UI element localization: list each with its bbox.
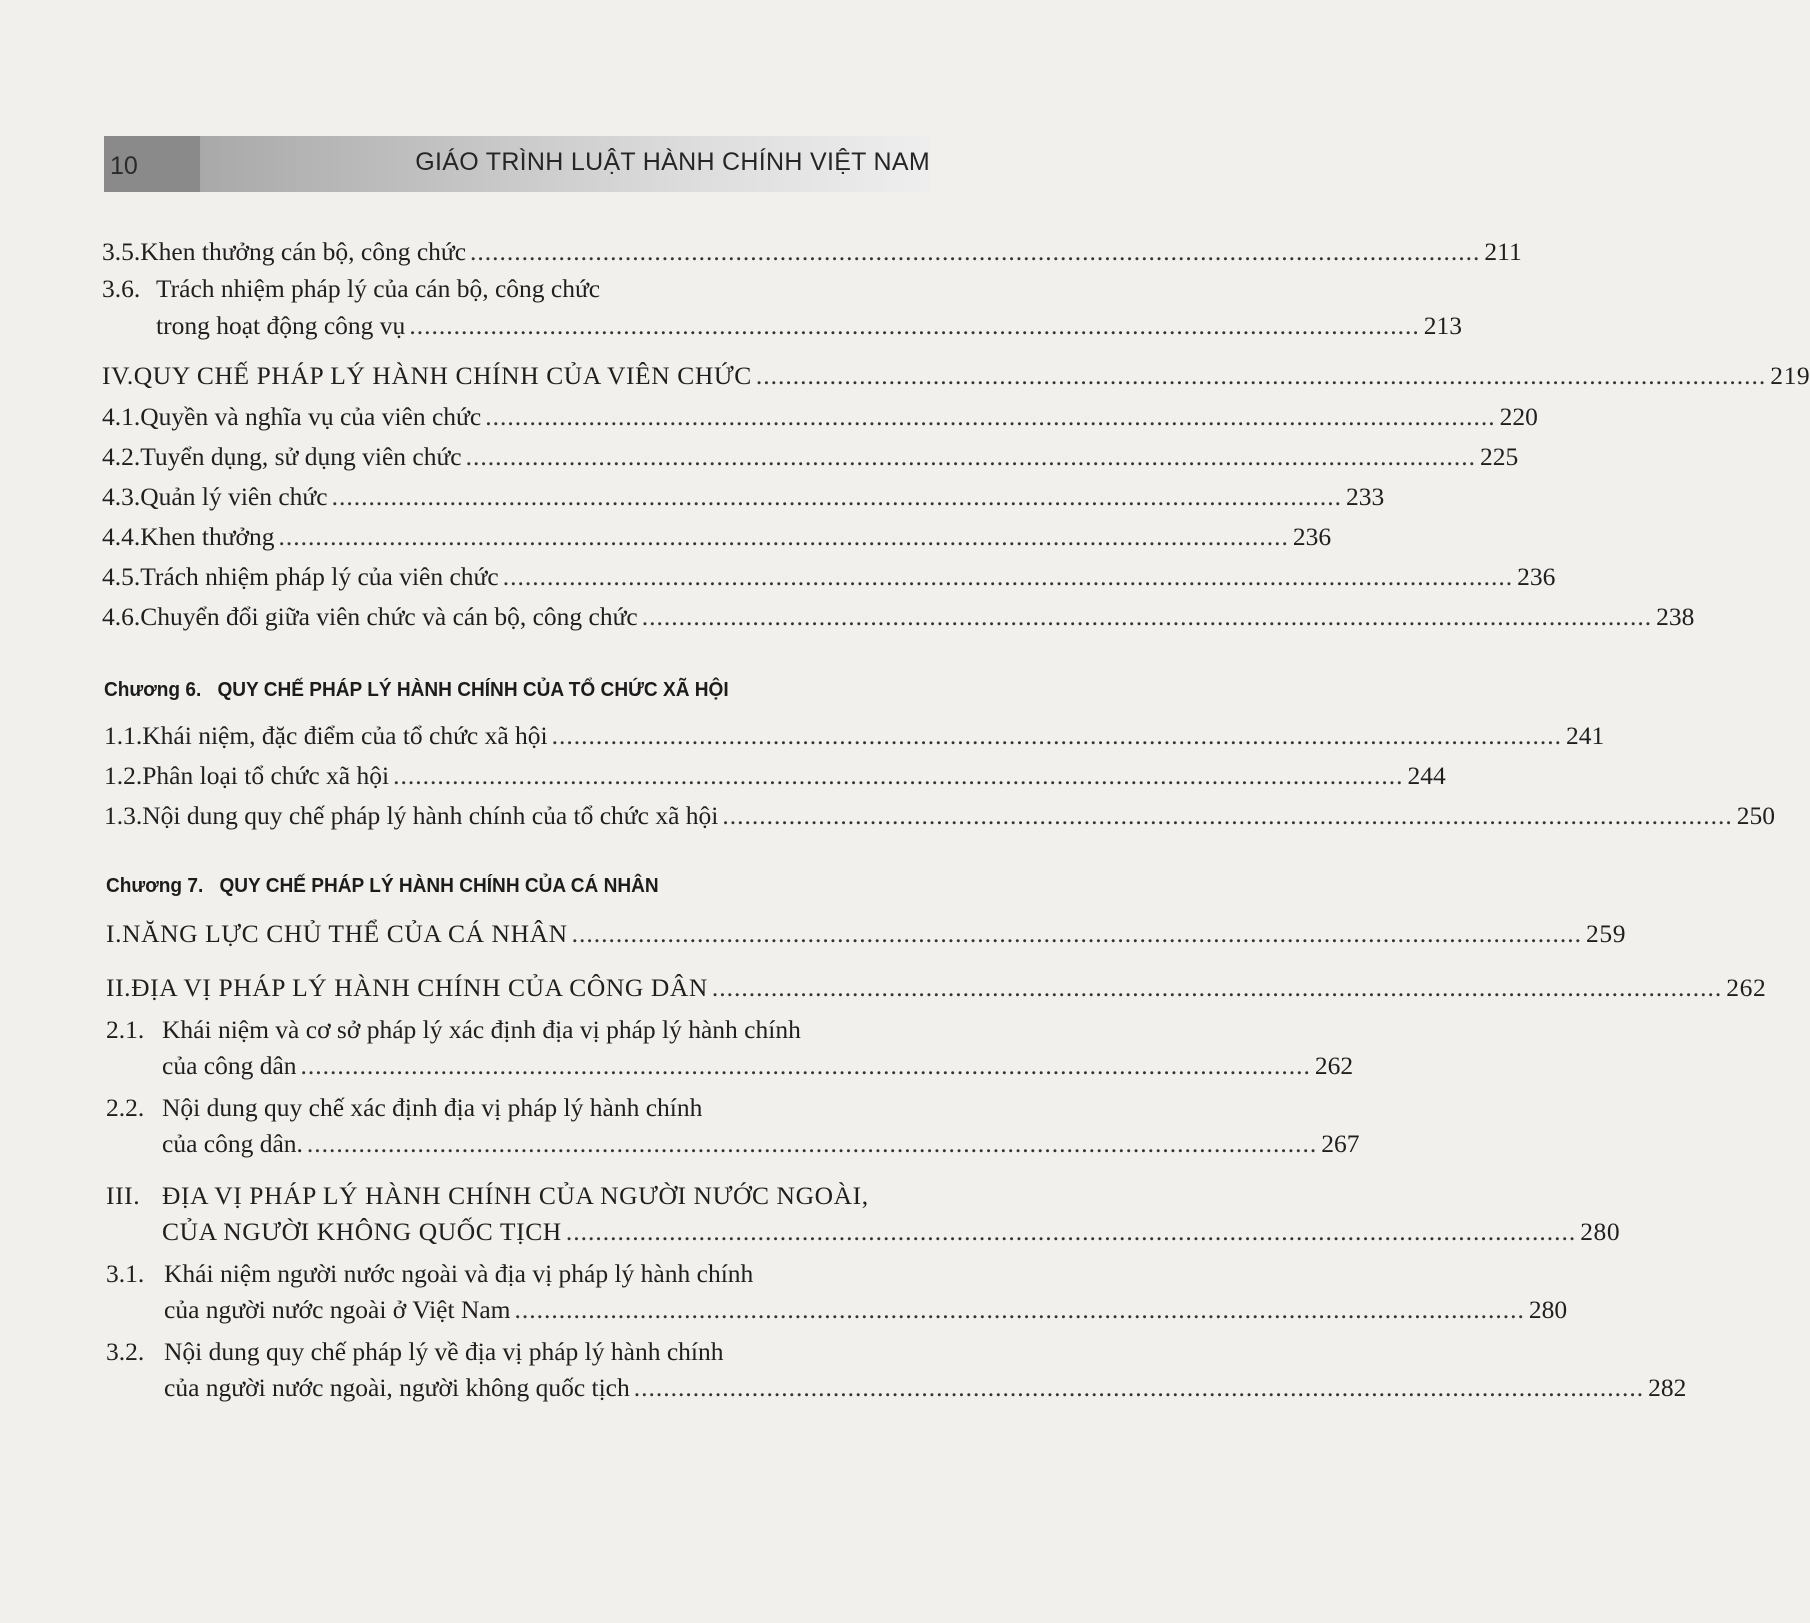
toc-entry-3-6 [156,310,1462,342]
leader-dots: ......................................................................................................................................... [409,311,1420,340]
toc-entry-page: 225 [1479,442,1519,471]
toc-entry-page: 259 [1586,919,1627,948]
running-title: GIÁO TRÌNH LUẬT HÀNH CHÍNH VIỆT NAM [415,148,930,176]
toc-entry-number: III. [106,1181,141,1210]
leader-dots: ......................................................................................................................................... [306,1129,1318,1158]
toc-entry-page: 213 [1423,311,1462,340]
toc-entry-title: Nội dung quy chế xác định địa vị pháp lý hành chính [162,1093,703,1122]
toc-entry-title: Chuyển đổi giữa viên chức và cán bộ, công chức [140,602,638,631]
leader-dots: ......................................................................................................................................... [331,482,1342,511]
toc-entry-number: 4.2. [102,442,141,471]
toc-entry-1-3 [104,800,1775,832]
toc-entry-4-1 [102,401,1538,433]
toc-entry-number: 1.3. [104,801,143,830]
toc-entry-2-1 [162,1050,1354,1082]
toc-section-II [106,972,1767,1004]
toc-entry-number: 4.4. [102,522,141,551]
toc-entry-3-2-line1 [106,1336,723,1368]
chapter-label: Chương 6. [104,678,202,701]
toc-section-I [106,918,1627,950]
toc-entry-title: Khái niệm, đặc điểm của tổ chức xã hội [142,721,548,750]
chapter-title: QUY CHẾ PHÁP LÝ HÀNH CHÍNH CỦA CÁ NHÂN [219,874,659,897]
toc-entry-page: 219 [1770,361,1810,390]
toc-entry-title-cont: của người nước ngoài, người không quốc tịch [164,1373,630,1402]
toc-entry-2-1-line1 [106,1014,801,1046]
leader-dots: ......................................................................................................................................... [571,919,1582,948]
toc-entry-title: Quản lý viên chức [140,482,328,511]
chapter-label: Chương 7. [106,874,204,897]
toc-entry-4-5 [102,561,1556,593]
leader-dots: ......................................................................................................................................... [278,522,1289,551]
toc-entry-title: Khái niệm người nước ngoài và địa vị pháp lý hành chính [164,1259,754,1288]
toc-entry-page: 233 [1345,482,1385,511]
leader-dots: ......................................................................................................................................... [641,602,1653,631]
toc-entry-title-cont: trong hoạt động công vụ [156,311,406,340]
toc-entry-number: 3.6. [102,274,141,303]
toc-entry-title: Trách nhiệm pháp lý của cán bộ, công chức [156,274,601,303]
leader-dots: ......................................................................................................................................... [755,361,1767,390]
toc-entry-page: 244 [1407,761,1446,790]
toc-entry-number: I. [106,919,123,948]
leader-dots: ......................................................................................................................................... [470,237,1481,266]
toc-entry-title: Nội dung quy chế pháp lý về địa vị pháp lý hành chính [164,1337,724,1366]
leader-dots: ......................................................................................................................................... [300,1051,1311,1080]
toc-entry-3-1-line1 [106,1258,753,1290]
toc-entry-title-cont: CỦA NGƯỜI KHÔNG QUỐC TỊCH [162,1217,562,1246]
toc-entry-page: 236 [1517,562,1556,591]
toc-entry-number: 1.1. [104,721,143,750]
leader-dots: ......................................................................................................................................... [514,1295,1525,1324]
toc-entry-title: Khen thưởng [140,522,275,551]
toc-entry-3-5 [102,236,1522,268]
toc-entry-title: Khái niệm và cơ sở pháp lý xác định địa vị pháp lý hành chính [162,1015,801,1044]
toc-entry-page: 238 [1656,602,1695,631]
toc-entry-1-2 [104,760,1446,792]
toc-entry-number: 2.1. [106,1015,145,1044]
chapter-heading-6 [104,676,729,704]
toc-entry-title-cont: của người nước ngoài ở Việt Nam [164,1295,511,1324]
toc-entry-number: 4.1. [102,402,141,431]
chapter-heading-7 [106,872,659,900]
toc-entry-title: Phân loại tổ chức xã hội [142,761,390,790]
toc-entry-title: Nội dung quy chế pháp lý hành chính của tổ chức xã hội [142,801,719,830]
toc-entry-number: 4.5. [102,562,141,591]
toc-entry-number: IV. [102,361,134,390]
toc-entry-1-1 [104,720,1605,752]
toc-entry-number: 3.1. [106,1259,145,1288]
toc-entry-title: Khen thưởng cán bộ, công chức [140,237,467,266]
toc-entry-number: 3.2. [106,1337,145,1366]
toc-entry-title: NĂNG LỰC CHỦ THỂ CỦA CÁ NHÂN [122,919,568,948]
page-number: 10 [110,152,138,180]
toc-entry-page: 236 [1292,522,1332,551]
toc-entry-page: 280 [1580,1217,1621,1246]
toc-entry-title: Tuyển dụng, sử dụng viên chức [140,442,462,471]
toc-entry-title: Trách nhiệm pháp lý của viên chức [140,562,499,591]
toc-entry-page: 262 [1726,973,1767,1002]
toc-entry-page: 282 [1648,1373,1687,1402]
leader-dots: ......................................................................................................................................... [465,442,1476,471]
toc-section-III [162,1216,1621,1248]
toc-entry-page: 262 [1314,1051,1354,1080]
toc-entry-title: ĐỊA VỊ PHÁP LÝ HÀNH CHÍNH CỦA CÔNG DÂN [131,973,708,1002]
toc-entry-4-6 [102,601,1695,633]
toc-entry-page: 267 [1321,1129,1360,1158]
toc-entry-page: 280 [1528,1295,1568,1324]
toc-entry-title: Quyền và nghĩa vụ của viên chức [140,402,482,431]
toc-entry-number: 1.2. [104,761,143,790]
leader-dots: ......................................................................................................................................... [551,721,1563,750]
toc-entry-page: 220 [1499,402,1538,431]
toc-entry-3-2 [164,1372,1687,1404]
toc-entry-page: 250 [1736,801,1775,830]
leader-dots: ......................................................................................................................................... [485,402,1496,431]
leader-dots: ......................................................................................................................................... [502,562,1514,591]
toc-entry-4-2 [102,441,1519,473]
toc-entry-2-2-line1 [106,1092,702,1124]
toc-entry-title-cont: của công dân. [162,1129,303,1158]
toc-entry-3-1 [164,1294,1568,1326]
toc-entry-title: QUY CHẾ PHÁP LÝ HÀNH CHÍNH CỦA VIÊN CHỨC [133,361,752,390]
toc-entry-number: 4.6. [102,602,141,631]
toc-entry-number: II. [106,973,132,1002]
leader-dots: ......................................................................................................................................... [633,1373,1645,1402]
toc-entry-number: 4.3. [102,482,141,511]
chapter-title: QUY CHẾ PHÁP LÝ HÀNH CHÍNH CỦA TỔ CHỨC XÃ HỘI [217,678,729,701]
toc-entry-page: 211 [1484,237,1522,266]
toc-entry-3-6-line1 [102,273,600,305]
toc-entry-number: 2.2. [106,1093,145,1122]
leader-dots: ......................................................................................................................................... [565,1217,1577,1246]
leader-dots: ......................................................................................................................................... [722,801,1733,830]
toc-entry-title-cont: của công dân [162,1051,297,1080]
leader-dots: ......................................................................................................................................... [711,973,1723,1002]
toc-section-III-line1 [106,1180,869,1212]
toc-entry-number: 3.5. [102,237,141,266]
leader-dots: ......................................................................................................................................... [393,761,1404,790]
toc-entry-2-2 [162,1128,1360,1160]
toc-entry-4-4 [102,521,1332,553]
toc-entry-page: 241 [1566,721,1605,750]
toc-section-IV [102,360,1810,392]
toc-entry-4-3 [102,481,1385,513]
toc-entry-title: ĐỊA VỊ PHÁP LÝ HÀNH CHÍNH CỦA NGƯỜI NƯỚC NGOÀI, [162,1181,869,1210]
